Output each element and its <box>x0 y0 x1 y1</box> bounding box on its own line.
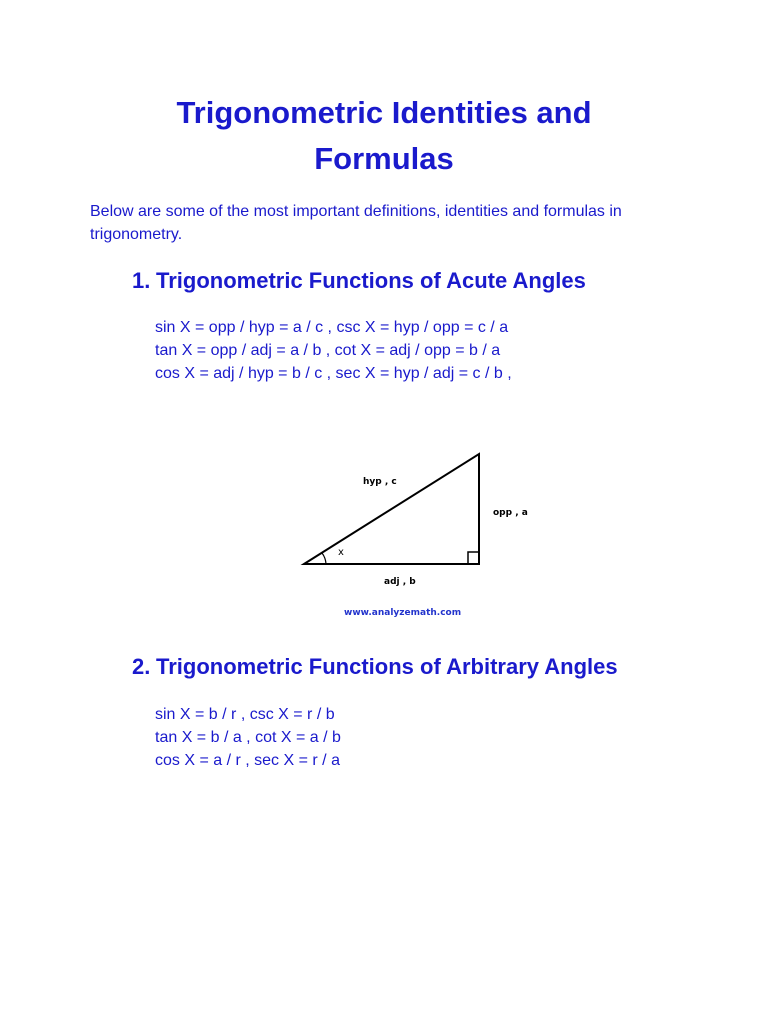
section-2-number: 2. <box>132 654 151 679</box>
angle-arc <box>322 553 326 564</box>
title-line-2: Formulas <box>314 141 454 176</box>
page-title <box>0 90 768 182</box>
title-line-1: Trigonometric Identities and <box>176 95 592 130</box>
intro-paragraph: Below are some of the most important definitions, identities and formulas in trigonometry. <box>90 203 622 243</box>
right-angle-marker <box>468 552 479 564</box>
section-1-title: Trigonometric Functions of Acute Angles <box>156 268 586 293</box>
formula-line: sin X = b / r , csc X = r / b <box>155 706 335 723</box>
section-1-heading <box>132 268 586 294</box>
right-triangle-diagram <box>290 440 550 630</box>
section-1-formulas <box>155 316 512 385</box>
hyp-label: hyp , c <box>363 477 397 487</box>
section-1-number: 1. <box>132 268 151 293</box>
angle-label: x <box>338 547 344 558</box>
opp-label: opp , a <box>493 508 528 518</box>
formula-line: cos X = a / r , sec X = r / a <box>155 752 340 769</box>
formula-line: tan X = b / a , cot X = a / b <box>155 729 341 746</box>
section-2-formulas <box>155 703 341 772</box>
formula-line: cos X = adj / hyp = b / c , sec X = hyp / adj = c / b , <box>155 365 512 382</box>
formula-line: tan X = opp / adj = a / b , cot X = adj / opp = b / a <box>155 342 501 359</box>
triangle-shape <box>304 454 479 564</box>
section-2-heading <box>132 654 618 680</box>
section-2-title: Trigonometric Functions of Arbitrary Angles <box>156 654 618 679</box>
watermark-text: www.analyzemath.com <box>344 608 462 618</box>
formula-line: sin X = opp / hyp = a / c , csc X = hyp / opp = c / a <box>155 319 509 336</box>
adj-label: adj , b <box>384 577 416 587</box>
triangle-svg <box>290 440 550 630</box>
